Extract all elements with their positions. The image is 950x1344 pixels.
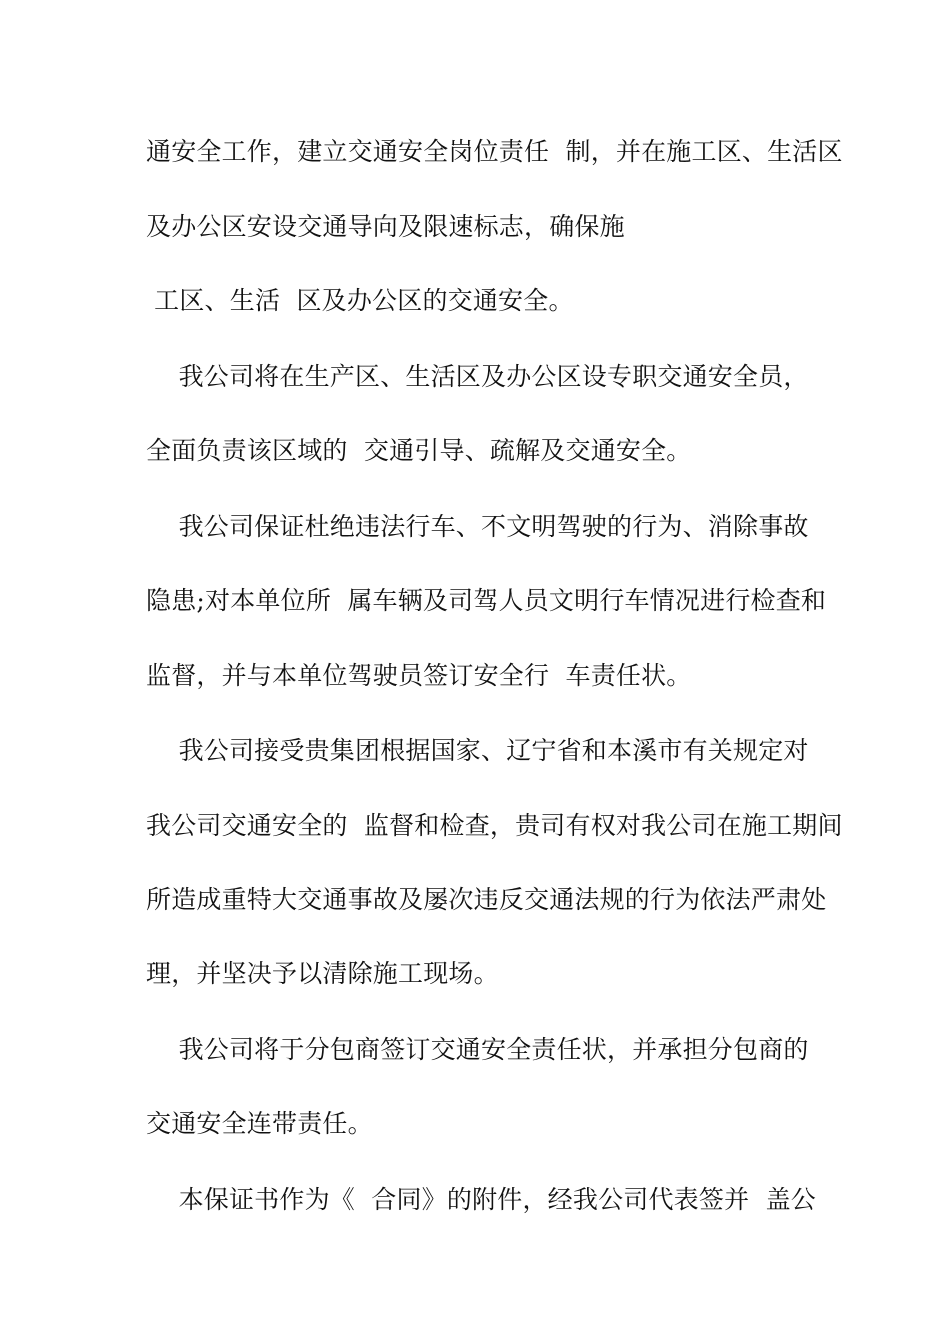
paragraph-start-line: 我公司保证杜绝违法行车、不文明驾驶的行为、消除事故	[146, 512, 809, 541]
text-line: 工区、生活 区及办公区的交通安全。	[146, 286, 574, 315]
text-line: 通安全工作，建立交通安全岗位责任 制，并在施工区、生活区	[146, 137, 843, 166]
text-line: 监督，并与本单位驾驶员签订安全行 车责任状。	[146, 661, 692, 690]
paragraph-start-line: 我公司将于分包商签订交通安全责任状，并承担分包商的	[146, 1035, 809, 1064]
text-line: 交通安全连带责任。	[146, 1109, 373, 1138]
text-line: 理，并坚决予以清除施工现场。	[146, 959, 499, 988]
paragraph-start-line: 本保证书作为《 合同》的附件，经我公司代表签并 盖公	[146, 1185, 816, 1214]
text-line: 所造成重特大交通事故及屡次违反交通法规的行为依法严肃处	[146, 885, 827, 914]
text-line: 全面负责该区域的 交通引导、疏解及交通安全。	[146, 436, 692, 465]
paragraph-start-line: 我公司将在生产区、生活区及办公区设专职交通安全员，	[146, 362, 809, 391]
text-line: 我公司交通安全的 监督和检查，贵司有权对我公司在施工期间	[146, 811, 843, 840]
paragraph-start-line: 我公司接受贵集团根据国家、辽宁省和本溪市有关规定对	[146, 736, 809, 765]
text-line: 及办公区安设交通导向及限速标志，确保施	[146, 212, 625, 241]
text-line: 隐患;对本单位所 属车辆及司驾人员文明行车情况进行检查和	[146, 586, 827, 615]
